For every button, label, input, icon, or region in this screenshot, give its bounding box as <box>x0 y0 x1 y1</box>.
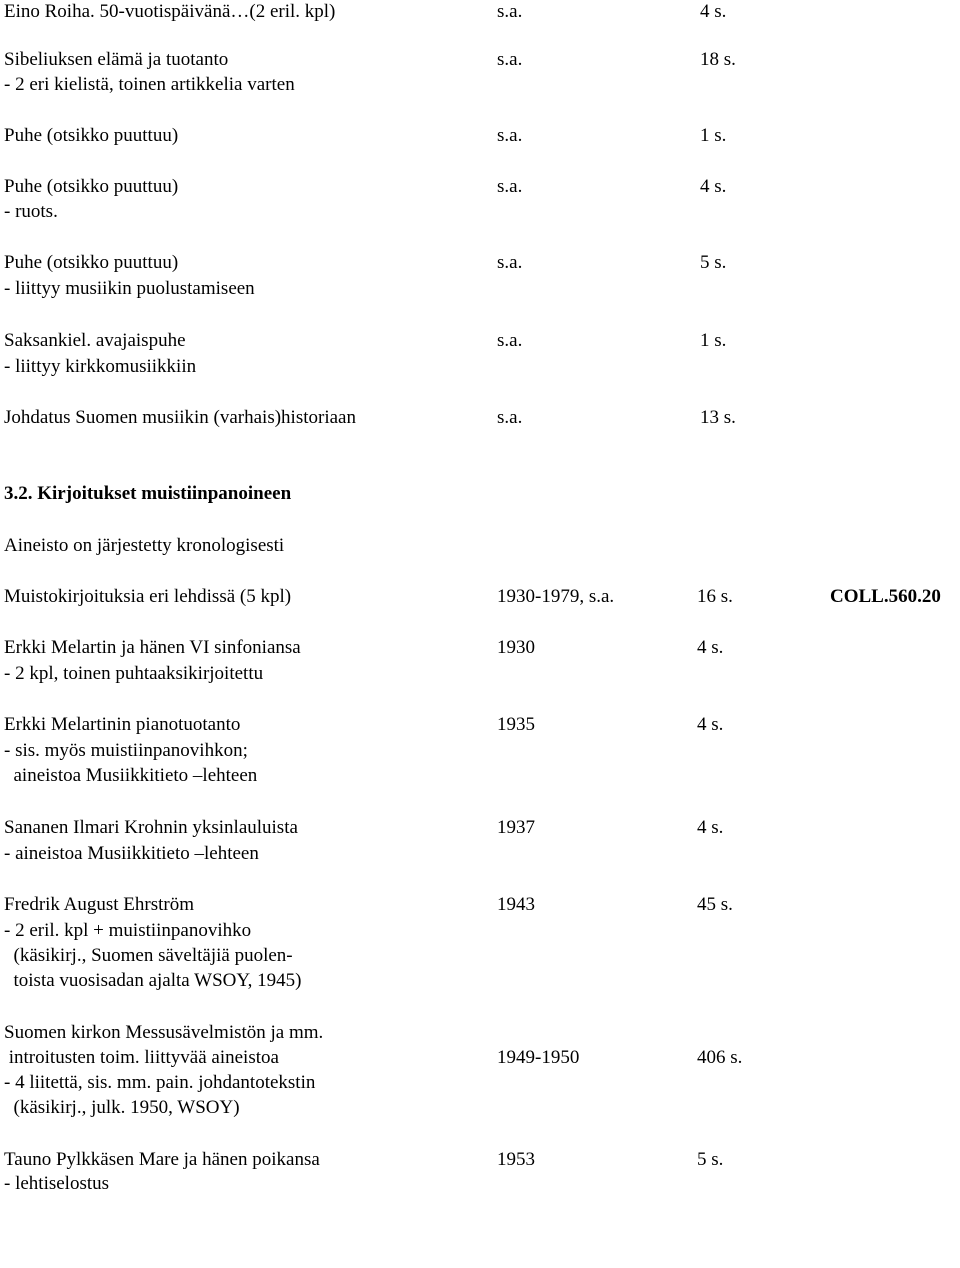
list-item <box>4 893 733 917</box>
entry-title: Muistokirjoituksia eri lehdissä (5 kpl) <box>4 586 292 607</box>
entry-note: - liittyy kirkkomusiikkiin <box>4 356 197 377</box>
entry-note: - 2 kpl, toinen puhtaaksikirjoitettu <box>4 663 264 684</box>
list-item <box>4 0 727 24</box>
entry-year: s.a. <box>497 1 523 22</box>
entry-year: 1937 <box>497 817 535 838</box>
entry-note: toista vuosisadan ajalta WSOY, 1945) <box>4 970 302 991</box>
entry-pages: 4 s. <box>700 176 727 197</box>
list-item <box>4 713 724 737</box>
entry-title: Eino Roiha. 50-vuotispäivänä…(2 eril. kpl) <box>4 1 336 22</box>
entry-title-continued: introitusten toim. liittyvää aineistoa <box>4 1047 279 1068</box>
entry-year: s.a. <box>497 49 523 70</box>
list-item <box>4 175 727 199</box>
entry-pages: 13 s. <box>700 407 736 428</box>
entry-note: (käsikirj., Suomen säveltäjiä puolen- <box>4 945 293 966</box>
entry-title: Sananen Ilmari Krohnin yksinlauluista <box>4 817 298 838</box>
entry-note: - aineistoa Musiikkitieto –lehteen <box>4 843 259 864</box>
entry-pages: 5 s. <box>697 1149 724 1170</box>
list-item <box>4 1148 724 1172</box>
entry-pages: 4 s. <box>700 1 727 22</box>
entry-pages: 18 s. <box>700 49 736 70</box>
entry-title: Puhe (otsikko puuttuu) <box>4 125 179 146</box>
entry-year: s.a. <box>497 176 523 197</box>
list-item <box>4 329 727 353</box>
entry-pages: 1 s. <box>700 330 727 351</box>
entry-year: s.a. <box>497 330 523 351</box>
entry-note: (käsikirj., julk. 1950, WSOY) <box>4 1097 240 1118</box>
entry-title: Sibeliuksen elämä ja tuotanto <box>4 49 229 70</box>
entry-note: - ruots. <box>4 201 58 222</box>
entry-title: Erkki Melartin ja hänen VI sinfoniansa <box>4 637 301 658</box>
section-heading: 3.2. Kirjoitukset muistiinpanoineen <box>4 483 292 504</box>
entry-year: 1949-1950 <box>497 1047 580 1068</box>
entry-note: - 4 liitettä, sis. mm. pain. johdantotekstin <box>4 1072 316 1093</box>
entry-year: 1930-1979, s.a. <box>497 586 615 607</box>
entry-title: Erkki Melartinin pianotuotanto <box>4 714 241 735</box>
entry-title: Saksankiel. avajaispuhe <box>4 330 186 351</box>
entry-note: - 2 eri kielistä, toinen artikkelia varten <box>4 74 295 95</box>
list-item <box>4 636 724 660</box>
entry-pages: 1 s. <box>700 125 727 146</box>
entry-pages: 16 s. <box>697 586 733 607</box>
entry-pages: 45 s. <box>697 894 733 915</box>
list-item <box>4 251 727 275</box>
list-item <box>4 816 724 840</box>
entry-year: 1930 <box>497 637 535 658</box>
entry-title: Puhe (otsikko puuttuu) <box>4 252 179 273</box>
entry-year: s.a. <box>497 125 523 146</box>
entry-pages: 4 s. <box>697 637 724 658</box>
entry-pages: 5 s. <box>700 252 727 273</box>
entry-pages: 4 s. <box>697 714 724 735</box>
collection-id: COLL.560.20 <box>830 586 941 607</box>
entry-year: 1943 <box>497 894 535 915</box>
entry-year: s.a. <box>497 407 523 428</box>
entry-pages: 4 s. <box>697 817 724 838</box>
list-item <box>4 124 727 148</box>
entry-title: Tauno Pylkkäsen Mare ja hänen poikansa <box>4 1149 320 1170</box>
entry-note: - liittyy musiikin puolustamiseen <box>4 278 255 299</box>
entry-title: Puhe (otsikko puuttuu) <box>4 176 179 197</box>
entry-year: 1953 <box>497 1149 535 1170</box>
entry-year: 1935 <box>497 714 535 735</box>
list-item <box>4 1046 743 1070</box>
list-item <box>4 585 941 609</box>
entry-note: - 2 eril. kpl + muistiinpanovihko <box>4 920 252 941</box>
entry-note: - lehtiselostus <box>4 1173 110 1194</box>
entry-note: aineistoa Musiikkitieto –lehteen <box>4 765 258 786</box>
entry-title: Fredrik August Ehrström <box>4 894 194 915</box>
entry-title: Suomen kirkon Messusävelmistön ja mm. <box>4 1022 324 1043</box>
entry-year: s.a. <box>497 252 523 273</box>
entry-title: Johdatus Suomen musiikin (varhais)historiaan <box>4 407 356 428</box>
entry-pages: 406 s. <box>697 1047 743 1068</box>
list-item <box>4 48 736 72</box>
section-intro: Aineisto on järjestetty kronologisesti <box>4 535 285 556</box>
list-item <box>4 406 736 430</box>
entry-note: - sis. myös muistiinpanovihkon; <box>4 740 248 761</box>
